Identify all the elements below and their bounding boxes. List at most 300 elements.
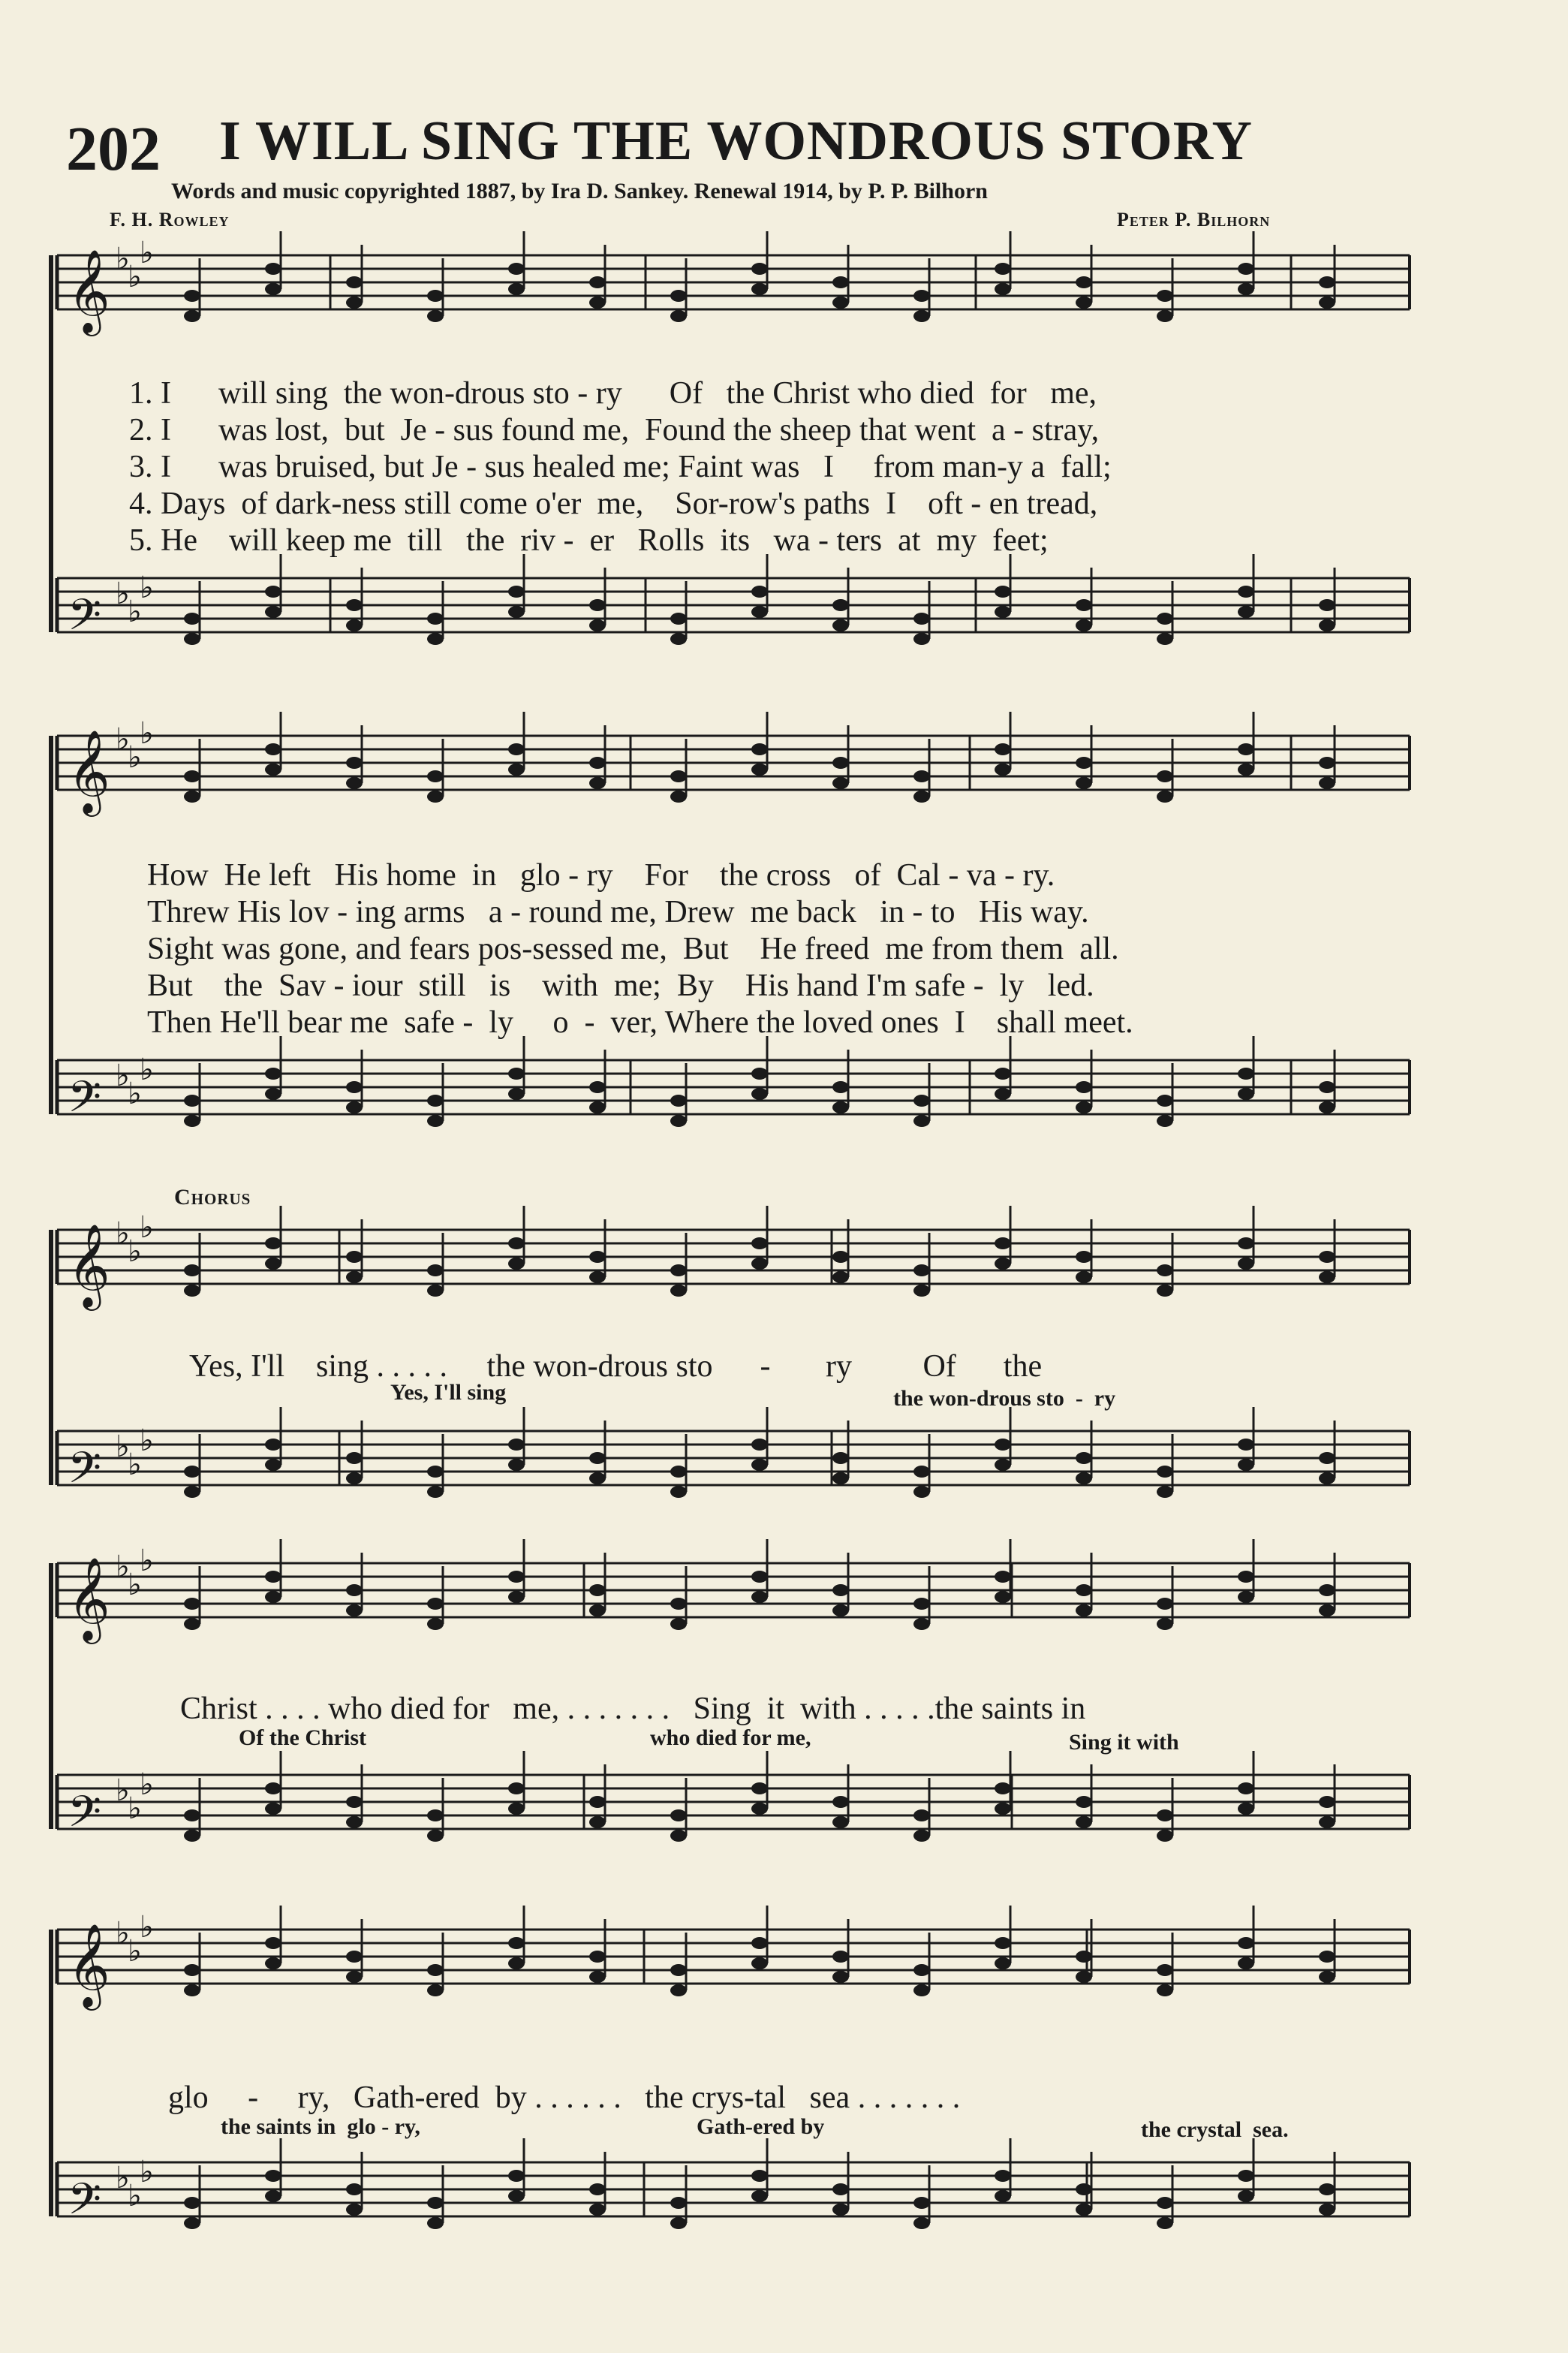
note-head <box>508 743 525 755</box>
note-head <box>1076 1604 1092 1616</box>
note-head <box>913 310 930 322</box>
note-head <box>427 1598 444 1610</box>
note-head <box>265 263 281 275</box>
note-head <box>265 1258 281 1270</box>
chorus-line-1: Yes, I'll sing . . . . . the won-drous sto - ry Of the <box>189 1349 1043 1384</box>
note-head <box>1157 1115 1173 1127</box>
note-head <box>832 1271 849 1283</box>
note-head <box>1319 599 1335 611</box>
note-head <box>427 791 444 803</box>
note-head <box>913 1830 930 1842</box>
flat-sign-icon: ♭ <box>140 1210 154 1245</box>
note-head <box>265 1068 281 1080</box>
note-head <box>1076 2204 1092 2216</box>
note-head <box>346 1251 363 1263</box>
hymn-title: I WILL SING THE WONDROUS STORY <box>219 110 1253 172</box>
note-head <box>670 2217 687 2229</box>
note-head <box>184 633 200 645</box>
note-head <box>346 1271 363 1283</box>
note-head <box>1238 2190 1254 2202</box>
note-head <box>1238 743 1254 755</box>
note-head <box>670 1115 687 1127</box>
note-head <box>751 1439 768 1451</box>
note-head <box>913 791 930 803</box>
note-head <box>589 2183 606 2195</box>
note-head <box>184 310 200 322</box>
note-head <box>427 2197 444 2209</box>
note-head <box>1319 2183 1335 2195</box>
flat-sign-icon: ♭ <box>116 1773 130 1808</box>
note-head <box>670 1095 687 1107</box>
treble-clef-icon: 𝄞 <box>68 1923 110 2007</box>
treble-clef-icon: 𝄞 <box>68 1223 110 1307</box>
note-head <box>995 1439 1011 1451</box>
note-head <box>1076 2183 1092 2195</box>
note-head <box>1319 619 1335 631</box>
note-head <box>1157 1285 1173 1297</box>
note-head <box>346 1584 363 1596</box>
note-head <box>670 633 687 645</box>
note-head <box>1076 757 1092 769</box>
note-head <box>184 1466 200 1478</box>
flat-sign-icon: ♭ <box>128 595 142 629</box>
note-head <box>751 263 768 275</box>
note-head <box>751 1068 768 1080</box>
note-head <box>995 1591 1011 1603</box>
note-head <box>508 586 525 598</box>
note-head <box>751 764 768 776</box>
note-head <box>346 619 363 631</box>
note-head <box>508 1068 525 1080</box>
note-head <box>1238 1459 1254 1471</box>
note-head <box>670 770 687 782</box>
note-head <box>1076 1081 1092 1093</box>
note-head <box>427 1618 444 1630</box>
note-head <box>1157 1095 1173 1107</box>
note-head <box>1157 2217 1173 2229</box>
note-head <box>913 1466 930 1478</box>
note-head <box>1157 1984 1173 1996</box>
note-head <box>508 764 525 776</box>
note-head <box>589 777 606 789</box>
note-head <box>995 1803 1011 1815</box>
note-head <box>995 1088 1011 1100</box>
note-head <box>1319 777 1335 789</box>
note-head <box>670 791 687 803</box>
note-head <box>670 1466 687 1478</box>
flat-sign-icon: ♭ <box>128 1448 142 1482</box>
note-head <box>589 276 606 288</box>
flat-sign-icon: ♭ <box>116 1430 130 1464</box>
note-head <box>995 606 1011 618</box>
note-head <box>265 1937 281 1949</box>
note-head <box>346 599 363 611</box>
verse-5-line-1: 5. He will keep me till the riv - er Rolls its wa - ters at my feet; <box>129 523 1049 558</box>
note-head <box>1238 586 1254 598</box>
note-head <box>427 310 444 322</box>
note-head <box>995 1571 1011 1583</box>
note-head <box>995 1258 1011 1270</box>
verse-4-line-1: 4. Days of dark-ness still come o'er me, Sor-row's paths I oft - en tread, <box>129 487 1098 521</box>
note-head <box>1319 1101 1335 1113</box>
note-head <box>670 1809 687 1821</box>
note-head <box>184 1984 200 1996</box>
note-head <box>1076 1271 1092 1283</box>
note-head <box>346 1816 363 1828</box>
note-head <box>184 1285 200 1297</box>
note-head <box>265 1803 281 1815</box>
note-head <box>589 1971 606 1983</box>
note-head <box>832 1796 849 1808</box>
note-head <box>427 1264 444 1276</box>
bass-clef-icon: 𝄢 <box>68 1071 102 1133</box>
note-head <box>427 1964 444 1976</box>
verse-3-line-2: Sight was gone, and fears pos-sessed me, But He freed me from them all. <box>147 932 1119 966</box>
note-head <box>346 777 363 789</box>
flat-sign-icon: ♭ <box>116 722 130 757</box>
note-head <box>995 743 1011 755</box>
note-head <box>508 606 525 618</box>
note-head <box>589 757 606 769</box>
chorus-line-3-echo-c: the crystal sea. <box>1141 2117 1289 2142</box>
flat-sign-icon: ♭ <box>140 1767 154 1802</box>
note-head <box>751 1591 768 1603</box>
note-head <box>670 1264 687 1276</box>
note-head <box>184 770 200 782</box>
note-head <box>1238 263 1254 275</box>
note-head <box>1319 1951 1335 1963</box>
note-head <box>832 1604 849 1616</box>
note-head <box>265 283 281 295</box>
note-head <box>1238 1957 1254 1969</box>
note-head <box>346 297 363 309</box>
bass-clef-icon: 𝄢 <box>68 1786 102 1848</box>
composer: Peter P. Bilhorn <box>1117 209 1271 230</box>
note-head <box>832 2183 849 2195</box>
note-head <box>1238 1782 1254 1794</box>
note-head <box>427 1285 444 1297</box>
note-head <box>1238 283 1254 295</box>
note-head <box>913 770 930 782</box>
note-head <box>913 1486 930 1498</box>
note-head <box>1238 2170 1254 2182</box>
note-head <box>1157 1466 1173 1478</box>
note-head <box>427 290 444 302</box>
note-head <box>184 1618 200 1630</box>
note-head <box>670 1618 687 1630</box>
note-head <box>995 283 1011 295</box>
note-head <box>1157 1809 1173 1821</box>
note-head <box>508 2190 525 2202</box>
note-head <box>265 1088 281 1100</box>
note-head <box>265 2190 281 2202</box>
note-head <box>265 586 281 598</box>
note-head <box>832 276 849 288</box>
note-head <box>832 1951 849 1963</box>
note-head <box>508 1088 525 1100</box>
note-head <box>995 2190 1011 2202</box>
note-head <box>427 1984 444 1996</box>
note-head <box>1076 1951 1092 1963</box>
verse-4-line-2: But the Sav - iour still is with me; By His hand I'm safe - ly led. <box>147 969 1094 1003</box>
note-head <box>346 1971 363 1983</box>
note-head <box>1157 633 1173 645</box>
note-head <box>589 1452 606 1464</box>
note-head <box>670 1964 687 1976</box>
note-head <box>1076 276 1092 288</box>
note-head <box>832 1584 849 1596</box>
note-head <box>1238 606 1254 618</box>
note-head <box>670 1285 687 1297</box>
note-head <box>346 1951 363 1963</box>
note-head <box>1076 1101 1092 1113</box>
flat-sign-icon: ♭ <box>128 260 142 294</box>
note-head <box>184 2217 200 2229</box>
note-head <box>589 1604 606 1616</box>
note-head <box>1319 1251 1335 1263</box>
flat-sign-icon: ♭ <box>116 1059 130 1093</box>
note-head <box>427 1095 444 1107</box>
flat-sign-icon: ♭ <box>128 1568 142 1602</box>
note-head <box>265 1439 281 1451</box>
chorus-line-2: Christ . . . . who died for me, . . . . . . . Sing it with . . . . .the saints in <box>180 1692 1086 1726</box>
note-head <box>1238 764 1254 776</box>
note-head <box>508 283 525 295</box>
note-head <box>995 586 1011 598</box>
note-head <box>995 1957 1011 1969</box>
note-head <box>265 1957 281 1969</box>
flat-sign-icon: ♭ <box>140 1053 154 1087</box>
note-head <box>913 2197 930 2209</box>
note-head <box>508 1258 525 1270</box>
note-head <box>913 633 930 645</box>
note-head <box>427 613 444 625</box>
note-head <box>589 1081 606 1093</box>
note-head <box>913 1264 930 1276</box>
flat-sign-icon: ♭ <box>140 716 154 751</box>
flat-sign-icon: ♭ <box>140 1424 154 1458</box>
note-head <box>184 290 200 302</box>
note-head <box>265 1459 281 1471</box>
note-head <box>508 1439 525 1451</box>
note-head <box>265 764 281 776</box>
note-head <box>1319 1081 1335 1093</box>
note-head <box>913 290 930 302</box>
note-head <box>346 276 363 288</box>
verse-1-line-1: 1. I will sing the won-drous sto - ry Of the Christ who died for me, <box>129 376 1097 411</box>
note-head <box>1238 1571 1254 1583</box>
flat-sign-icon: ♭ <box>116 1916 130 1951</box>
note-head <box>751 1571 768 1583</box>
copyright-notice: Words and music copyrighted 1887, by Ira D. Sankey. Renewal 1914, by P. P. Bilhorn <box>171 179 988 203</box>
note-head <box>832 1101 849 1113</box>
note-head <box>995 1237 1011 1249</box>
note-head <box>1076 1472 1092 1484</box>
chorus-line-3-echo-a: the saints in glo - ry, <box>221 2114 420 2139</box>
note-head <box>913 1984 930 1996</box>
note-head <box>1238 1068 1254 1080</box>
note-head <box>670 310 687 322</box>
note-head <box>670 1598 687 1610</box>
note-head <box>1076 599 1092 611</box>
note-head <box>184 1964 200 1976</box>
note-head <box>670 1486 687 1498</box>
treble-clef-icon: 𝄞 <box>68 249 110 333</box>
note-head <box>265 743 281 755</box>
note-head <box>589 1472 606 1484</box>
note-head <box>1238 1937 1254 1949</box>
note-head <box>1238 1237 1254 1249</box>
note-head <box>1319 297 1335 309</box>
flat-sign-icon: ♭ <box>116 1216 130 1251</box>
note-head <box>832 1472 849 1484</box>
verse-2-line-2: Threw His lov - ing arms a - round me, Drew me back in - to His way. <box>147 895 1089 929</box>
verse-5-line-2: Then He'll bear me safe - ly o - ver, Where the loved ones I shall meet. <box>147 1005 1133 1040</box>
verse-3-line-1: 3. I was bruised, but Je - sus healed me; Faint was I from man-y a fall; <box>129 450 1112 484</box>
note-head <box>832 1816 849 1828</box>
note-head <box>1319 1816 1335 1828</box>
note-head <box>508 263 525 275</box>
note-head <box>346 1796 363 1808</box>
note-head <box>265 1237 281 1249</box>
note-head <box>1319 1452 1335 1464</box>
chorus-line-2-echo-a: Of the Christ <box>239 1725 366 1750</box>
note-head <box>427 1115 444 1127</box>
note-head <box>1076 1796 1092 1808</box>
note-head <box>1157 1618 1173 1630</box>
hymn-number: 202 <box>66 114 161 184</box>
note-head <box>589 1584 606 1596</box>
note-head <box>751 1459 768 1471</box>
note-head <box>346 2183 363 2195</box>
note-head <box>508 1957 525 1969</box>
note-head <box>832 2204 849 2216</box>
bass-clef-icon: 𝄢 <box>68 1442 102 1504</box>
chorus-line-3: glo - ry, Gath-ered by . . . . . . the crys-tal sea . . . . . . . <box>168 2080 961 2115</box>
flat-sign-icon: ♭ <box>140 571 154 605</box>
note-head <box>751 1937 768 1949</box>
note-head <box>832 1251 849 1263</box>
flat-sign-icon: ♭ <box>116 577 130 611</box>
note-head <box>184 1115 200 1127</box>
note-head <box>508 1237 525 1249</box>
note-head <box>1076 297 1092 309</box>
note-head <box>184 613 200 625</box>
note-head <box>913 1598 930 1610</box>
note-head <box>913 1618 930 1630</box>
note-head <box>1238 1803 1254 1815</box>
note-head <box>832 297 849 309</box>
note-head <box>1076 1452 1092 1464</box>
flat-sign-icon: ♭ <box>128 2179 142 2213</box>
note-head <box>589 1101 606 1113</box>
note-head <box>589 1796 606 1808</box>
note-head <box>184 1598 200 1610</box>
note-head <box>589 1271 606 1283</box>
note-head <box>1319 757 1335 769</box>
note-head <box>346 1604 363 1616</box>
note-head <box>427 1486 444 1498</box>
note-head <box>508 1782 525 1794</box>
note-head <box>913 1964 930 1976</box>
note-head <box>995 2170 1011 2182</box>
note-head <box>751 1782 768 1794</box>
note-head <box>913 1095 930 1107</box>
flat-sign-icon: ♭ <box>116 242 130 276</box>
treble-clef-icon: 𝄞 <box>68 1556 110 1640</box>
note-head <box>1076 1251 1092 1263</box>
note-head <box>913 1285 930 1297</box>
note-head <box>1238 1258 1254 1270</box>
note-head <box>832 1971 849 1983</box>
note-head <box>1319 1271 1335 1283</box>
note-head <box>184 791 200 803</box>
bass-clef-icon: 𝄢 <box>68 2174 102 2235</box>
note-head <box>995 263 1011 275</box>
flat-sign-icon: ♭ <box>128 1077 142 1111</box>
note-head <box>1157 1264 1173 1276</box>
note-head <box>751 1803 768 1815</box>
note-head <box>427 633 444 645</box>
note-head <box>346 1452 363 1464</box>
note-head <box>589 2204 606 2216</box>
note-head <box>913 1115 930 1127</box>
note-head <box>832 619 849 631</box>
note-head <box>751 283 768 295</box>
note-head <box>995 1782 1011 1794</box>
verse-1-line-2: How He left His home in glo - ry For the cross of Cal - va - ry. <box>147 858 1055 893</box>
note-head <box>589 1816 606 1828</box>
note-head <box>265 1571 281 1583</box>
note-head <box>427 1466 444 1478</box>
note-head <box>184 1830 200 1842</box>
note-head <box>1157 310 1173 322</box>
note-head <box>751 2170 768 2182</box>
note-head <box>427 1809 444 1821</box>
note-head <box>589 297 606 309</box>
note-head <box>751 606 768 618</box>
note-head <box>184 1095 200 1107</box>
chorus-line-1-echo-a: Yes, I'll sing <box>390 1380 507 1405</box>
bass-clef-icon: 𝄢 <box>68 589 102 651</box>
note-head <box>751 1258 768 1270</box>
note-head <box>832 757 849 769</box>
flat-sign-icon: ♭ <box>140 2155 154 2189</box>
chorus-line-3-echo-b: Gath-ered by <box>697 2114 825 2139</box>
note-head <box>1076 1971 1092 1983</box>
note-head <box>1157 1830 1173 1842</box>
note-head <box>1319 2204 1335 2216</box>
flat-sign-icon: ♭ <box>128 1234 142 1269</box>
note-head <box>508 2170 525 2182</box>
note-head <box>1319 1604 1335 1616</box>
note-head <box>265 606 281 618</box>
flat-sign-icon: ♭ <box>140 1910 154 1945</box>
note-head <box>184 2197 200 2209</box>
note-head <box>346 1081 363 1093</box>
note-head <box>508 1937 525 1949</box>
note-head <box>913 2217 930 2229</box>
note-head <box>751 586 768 598</box>
note-head <box>1076 777 1092 789</box>
verse-2-line-1: 2. I was lost, but Je - sus found me, Found the sheep that went a - stray, <box>129 413 1100 447</box>
note-head <box>670 1830 687 1842</box>
note-head <box>1157 2197 1173 2209</box>
note-head <box>184 1809 200 1821</box>
note-head <box>346 757 363 769</box>
flat-sign-icon: ♭ <box>140 236 154 270</box>
note-head <box>832 777 849 789</box>
